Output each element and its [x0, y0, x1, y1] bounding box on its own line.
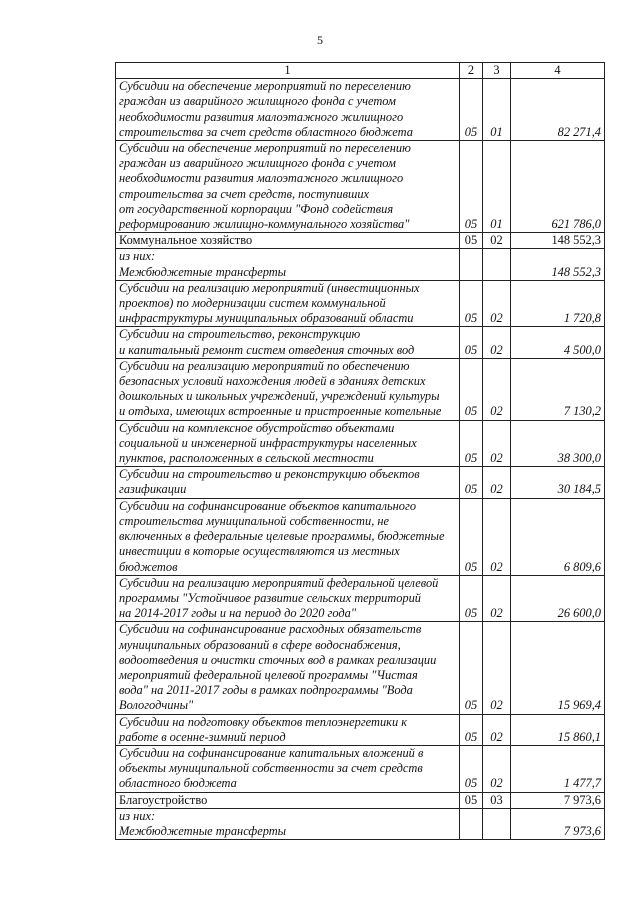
- row-subsection-code: 02: [483, 575, 511, 622]
- row-subsection-code: 01: [483, 79, 511, 141]
- header-col-4: 4: [511, 63, 605, 79]
- row-section-code: 05: [460, 420, 483, 467]
- row-amount: 148 552,3: [511, 233, 605, 249]
- row-subsection-code: 02: [483, 233, 511, 249]
- row-description-text: Субсидии на софинансирование капитальных вложений в объекты муниципальной собственности за счет средств областного бюджета: [119, 745, 424, 791]
- table-row: [116, 420, 605, 467]
- row-subsection-code: 03: [483, 792, 511, 808]
- table-row: [116, 358, 605, 420]
- row-description: [116, 622, 460, 714]
- header-col-2: 2: [460, 63, 483, 79]
- row-description: [116, 420, 460, 467]
- row-subsection-code: 02: [483, 714, 511, 745]
- row-section-code: 05: [460, 141, 483, 233]
- row-description: [116, 280, 460, 327]
- row-subsection-code: 02: [483, 327, 511, 358]
- row-section-code: 05: [460, 79, 483, 141]
- row-subsection-code: 02: [483, 622, 511, 714]
- row-description-text: Субсидии на комплексное обустройство объектами социальной и инженерной инфраструктуры населенных пунктов, расположенных в сельской местности: [119, 420, 417, 466]
- row-description: [116, 745, 460, 792]
- row-description-text: Субсидии на реализацию мероприятий (инвестиционных проектов) по модернизации систем коммунальной инфраструктуры муниципальных образований области: [119, 280, 420, 326]
- row-subsection-code: 02: [483, 467, 511, 498]
- table-row: [116, 467, 605, 498]
- row-description-text: Субсидии на обеспечение мероприятий по переселению граждан из аварийного жилищного фонда с учетом необходимости развития малоэтажного жилищного строительства за счет средств областного бюджета: [119, 79, 413, 139]
- row-section-code: 05: [460, 575, 483, 622]
- row-description: [116, 141, 460, 233]
- row-subsection-code: 02: [483, 745, 511, 792]
- row-description-text: Субсидии на софинансирование объектов капитального строительства муниципальной собственности, не включенных в федеральные целевые программы, бюджетные инвестиции в которые осуществляются из местных бюджетов: [119, 498, 445, 574]
- row-amount: 38 300,0: [511, 420, 605, 467]
- row-description-text: Субсидии на реализацию мероприятий федеральной целевой программы "Устойчивое развитие сельских территорий на 2014-2017 годы и на период до 2020 года": [119, 575, 439, 621]
- table-header-row: [116, 63, 605, 79]
- row-section-code: 05: [460, 792, 483, 808]
- row-subsection-code: 02: [483, 358, 511, 420]
- row-amount: 7 973,6: [511, 792, 605, 808]
- row-description: [116, 808, 460, 839]
- table-row: [116, 79, 605, 141]
- row-amount: 15 860,1: [511, 714, 605, 745]
- row-section-code: 05: [460, 280, 483, 327]
- row-description: [116, 358, 460, 420]
- row-description-text: из них: Межбюджетные трансферты: [119, 249, 287, 279]
- row-section-code: 05: [460, 233, 483, 249]
- row-section-code: 05: [460, 622, 483, 714]
- table-row: [116, 327, 605, 358]
- row-description: [116, 792, 460, 808]
- row-description-text: Субсидии на строительство, реконструкцию и капитальный ремонт систем отведения сточных вод: [119, 327, 415, 357]
- row-section-code: 05: [460, 467, 483, 498]
- row-section-code: 05: [460, 498, 483, 575]
- table-row: [116, 141, 605, 233]
- row-amount: 4 500,0: [511, 327, 605, 358]
- row-description-text: Коммунальное хозяйство: [119, 233, 253, 248]
- table-row: [116, 714, 605, 745]
- row-amount: 30 184,5: [511, 467, 605, 498]
- table-row: [116, 280, 605, 327]
- table-row: [116, 745, 605, 792]
- row-description: [116, 575, 460, 622]
- row-subsection-code: 02: [483, 280, 511, 327]
- table-row: [116, 575, 605, 622]
- page-number: 5: [317, 33, 323, 47]
- row-description-text: Благоустройство: [119, 792, 208, 807]
- row-amount: 7 973,6: [511, 808, 605, 839]
- row-description-text: Субсидии на обеспечение мероприятий по переселению граждан из аварийного жилищного фонда с учетом необходимости развития малоэтажного жилищного строительства за счет средств, поступивших от государственной корпорации "Фонд содействия реформированию жилищно-коммунального хозяйства": [119, 141, 411, 232]
- table-row: [116, 498, 605, 575]
- row-description: [116, 498, 460, 575]
- row-description-text: Субсидии на софинансирование расходных обязательств муниципальных образований в сфере водоснабжения, водоотведения и очистки сточных вод в рамках реализации мероприятий федеральной целевой программы "Чистая вода" на 2011-2017 годы в рамках подпрограммы "Вода Вологодчины": [119, 622, 437, 713]
- table-row: [116, 808, 605, 839]
- row-amount: 148 552,3: [511, 249, 605, 280]
- table-row: [116, 792, 605, 808]
- row-subsection-code: 02: [483, 498, 511, 575]
- row-description-text: Субсидии на реализацию мероприятий по обеспечению безопасных условий нахождения людей в зданиях детских дошкольных и школьных учреждений, учреждений культуры и отдыха, имеющих встроенные и пристроенные котельные: [119, 358, 442, 419]
- row-section-code: [460, 808, 483, 839]
- row-section-code: 05: [460, 327, 483, 358]
- row-amount: 621 786,0: [511, 141, 605, 233]
- row-section-code: 05: [460, 745, 483, 792]
- row-amount: 1 477,7: [511, 745, 605, 792]
- row-subsection-code: 01: [483, 141, 511, 233]
- row-subsection-code: 02: [483, 420, 511, 467]
- row-description: [116, 249, 460, 280]
- row-section-code: [460, 249, 483, 280]
- row-description-text: Субсидии на строительство и реконструкцию объектов газификации: [119, 467, 420, 497]
- row-description: [116, 714, 460, 745]
- header-col-1: 1: [116, 63, 460, 79]
- row-amount: 26 600,0: [511, 575, 605, 622]
- row-description: [116, 327, 460, 358]
- row-description: [116, 79, 460, 141]
- row-amount: 1 720,8: [511, 280, 605, 327]
- table-row: [116, 233, 605, 249]
- row-amount: 6 809,6: [511, 498, 605, 575]
- row-subsection-code: [483, 249, 511, 280]
- row-subsection-code: [483, 808, 511, 839]
- row-description: [116, 467, 460, 498]
- budget-table: [115, 62, 605, 840]
- header-col-3: 3: [483, 63, 511, 79]
- row-section-code: 05: [460, 714, 483, 745]
- table-row: [116, 622, 605, 714]
- row-amount: 7 130,2: [511, 358, 605, 420]
- table-row: [116, 249, 605, 280]
- row-amount: 82 271,4: [511, 79, 605, 141]
- row-description: [116, 233, 460, 249]
- row-amount: 15 969,4: [511, 622, 605, 714]
- row-description-text: Субсидии на подготовку объектов теплоэнергетики к работе в осенне-зимний период: [119, 714, 408, 744]
- row-description-text: из них: Межбюджетные трансферты: [119, 808, 287, 838]
- row-section-code: 05: [460, 358, 483, 420]
